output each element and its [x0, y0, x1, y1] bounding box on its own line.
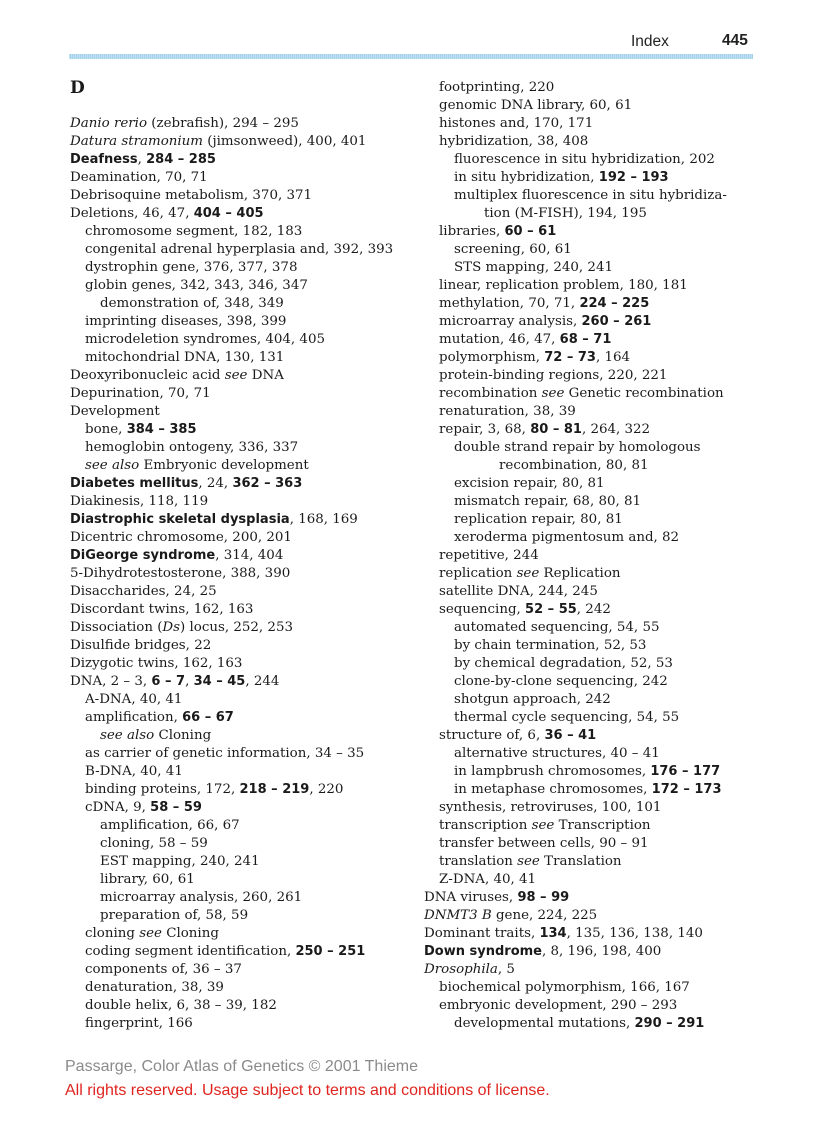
index-entry: [439, 115, 593, 133]
entry-text: Embryonic development: [139, 458, 309, 473]
entry-text: see: [517, 854, 540, 869]
entry-text: 284 – 285: [146, 152, 216, 167]
entry-text: 218 – 219: [239, 782, 310, 797]
footer-license: All rights reserved. Usage subject to terms and conditions of license.: [65, 1082, 550, 1099]
index-entry: [85, 925, 219, 943]
index-entry: [70, 385, 211, 403]
entry-text: double helix, 6, 38 – 39, 182: [85, 998, 277, 1013]
entry-text: translation: [439, 854, 518, 869]
index-entry: [100, 835, 208, 853]
index-entry: [454, 169, 669, 187]
entry-text: shotgun approach, 242: [454, 692, 611, 707]
entry-text: methylation, 70, 71,: [439, 296, 580, 311]
entry-text: satellite DNA, 244, 245: [439, 584, 598, 599]
entry-text: DNA, 2 – 3,: [70, 674, 152, 689]
entry-text: 224 – 225: [579, 296, 650, 311]
index-entry: [85, 799, 202, 817]
index-entry: [439, 583, 598, 601]
index-entry: [439, 295, 649, 313]
index-entry: [454, 151, 715, 169]
footer-copyright: Passarge, Color Atlas of Genetics © 2001 Thieme: [65, 1058, 419, 1075]
entry-text: STS mapping, 240, 241: [454, 260, 613, 275]
entry-text: see also: [100, 728, 155, 743]
entry-text: , 264, 322: [581, 422, 651, 437]
entry-text: Disulfide bridges, 22: [70, 638, 212, 653]
entry-text: Deletions, 46, 47,: [70, 206, 194, 221]
entry-text: Deafness: [70, 152, 138, 167]
entry-text: see also: [85, 458, 140, 473]
index-entry: [439, 313, 651, 331]
entry-text: repair, 3, 68,: [439, 422, 531, 437]
header-rule: [69, 54, 753, 59]
entry-text: (zebrafish), 294 – 295: [147, 116, 299, 131]
entry-text: Datura stramonium: [70, 134, 203, 149]
index-entry: [85, 313, 286, 331]
index-entry: [439, 79, 554, 97]
index-entry: [100, 295, 284, 313]
entry-text: mitochondrial DNA, 130, 131: [85, 350, 285, 365]
index-entry: [70, 367, 284, 385]
entry-text: see: [224, 368, 248, 383]
entry-text: binding proteins, 172,: [85, 782, 240, 797]
index-entry: [439, 817, 651, 835]
index-entry: [454, 781, 722, 799]
entry-text: Cloning: [154, 728, 212, 743]
running-head: Index: [631, 33, 669, 50]
entry-text: demonstration of, 348, 349: [100, 296, 284, 311]
page-header: [0, 30, 816, 60]
entry-text: DiGeorge syndrome: [70, 548, 216, 563]
entry-text: see: [541, 386, 565, 401]
entry-text: congenital adrenal hyperplasia and, 392, 393: [85, 242, 394, 257]
index-entry: [85, 457, 309, 475]
entry-text: 72 – 73: [544, 350, 596, 365]
index-entry: [70, 493, 208, 511]
entry-text: renaturation, 38, 39: [439, 404, 576, 419]
entry-text: imprinting diseases, 398, 399: [85, 314, 287, 329]
index-entry: [85, 421, 197, 439]
index-entry: [85, 943, 365, 961]
entry-text: ) locus, 252, 253: [180, 620, 293, 635]
index-entry: [85, 439, 298, 457]
entry-text: in situ hybridization,: [454, 170, 599, 185]
index-entry: [70, 403, 160, 421]
index-entry: [454, 511, 623, 529]
entry-text: Dizygotic twins, 162, 163: [70, 656, 243, 671]
entry-text: histones and, 170, 171: [439, 116, 594, 131]
index-entry: [70, 475, 302, 493]
index-entry: [439, 349, 630, 367]
entry-text: , 164: [595, 350, 631, 365]
index-entry: [100, 889, 302, 907]
index-entry: [70, 673, 279, 691]
entry-text: tion (M-FISH), 194, 195: [484, 206, 647, 221]
index-entry: [454, 709, 679, 727]
entry-text: , 244: [245, 674, 280, 689]
index-entry: [454, 241, 572, 259]
index-entry: [439, 223, 556, 241]
entry-text: see: [516, 566, 540, 581]
index-entry: [454, 619, 660, 637]
entry-text: cDNA, 9,: [85, 800, 151, 815]
entry-text: gene, 224, 225: [491, 908, 598, 923]
index-entry: [439, 565, 621, 583]
index-entry: [70, 547, 283, 565]
index-entry: [70, 187, 312, 205]
entry-text: 52 – 55: [525, 602, 577, 617]
entry-text: amplification,: [85, 710, 183, 725]
index-entry: [85, 961, 242, 979]
entry-text: Debrisoquine metabolism, 370, 371: [70, 188, 313, 203]
entry-text: microarray analysis, 260, 261: [100, 890, 303, 905]
entry-text: 66 – 67: [182, 710, 234, 725]
index-entry: [454, 673, 668, 691]
entry-text: Cloning: [161, 926, 219, 941]
entry-text: automated sequencing, 54, 55: [454, 620, 660, 635]
index-entry: [70, 529, 292, 547]
index-entry: [100, 871, 195, 889]
index-entry: [100, 907, 248, 925]
entry-text: EST mapping, 240, 241: [100, 854, 260, 869]
index-entry: [424, 907, 597, 925]
index-entry: [454, 439, 701, 457]
index-entry: [85, 709, 234, 727]
index-entry: [439, 421, 650, 439]
index-entry: [100, 853, 260, 871]
entry-text: thermal cycle sequencing, 54, 55: [454, 710, 680, 725]
entry-text: Transcription: [554, 818, 651, 833]
entry-text: by chemical degradation, 52, 53: [454, 656, 673, 671]
entry-text: genomic DNA library, 60, 61: [439, 98, 633, 113]
index-entry: [424, 925, 703, 943]
entry-text: DNA viruses,: [424, 890, 518, 905]
entry-text: coding segment identification,: [85, 944, 296, 959]
entry-text: Diakinesis, 118, 119: [70, 494, 209, 509]
entry-text: hemoglobin ontogeny, 336, 337: [85, 440, 299, 455]
entry-text: sequencing,: [439, 602, 526, 617]
entry-text: Dicentric chromosome, 200, 201: [70, 530, 292, 545]
entry-text: 260 – 261: [581, 314, 652, 329]
entry-text: Dissociation (: [70, 620, 163, 635]
entry-text: , 314, 404: [215, 548, 284, 563]
entry-text: Down syndrome: [424, 944, 542, 959]
entry-text: ,: [185, 674, 194, 689]
index-entry: [70, 511, 358, 529]
entry-text: 34 – 45: [193, 674, 246, 689]
index-entry: [85, 691, 182, 709]
entry-text: 176 – 177: [650, 764, 721, 779]
entry-text: by chain termination, 52, 53: [454, 638, 647, 653]
entry-text: 68 – 71: [559, 332, 612, 347]
entry-text: 290 – 291: [634, 1016, 705, 1031]
index-entry: [85, 259, 297, 277]
entry-text: linear, replication problem, 180, 181: [439, 278, 688, 293]
index-entry: [439, 331, 611, 349]
entry-text: A-DNA, 40, 41: [85, 692, 183, 707]
page-number: 445: [722, 32, 748, 49]
index-entry: [85, 241, 393, 259]
entry-text: Translation: [539, 854, 622, 869]
entry-text: DNA: [247, 368, 284, 383]
index-entry: [70, 115, 299, 133]
entry-text: 6 – 7: [151, 674, 186, 689]
entry-text: fluorescence in situ hybridization, 202: [454, 152, 715, 167]
entry-text: recombination: [439, 386, 542, 401]
entry-text: 80 – 81: [530, 422, 582, 437]
entry-text: Z-DNA, 40, 41: [439, 872, 537, 887]
index-entry: [70, 133, 366, 151]
index-entry: [439, 277, 688, 295]
entry-text: 250 – 251: [295, 944, 366, 959]
entry-text: preparation of, 58, 59: [100, 908, 249, 923]
entry-text: 58 – 59: [150, 800, 202, 815]
index-entry: [70, 601, 253, 619]
index-entry: [454, 475, 605, 493]
entry-text: 362 – 363: [232, 476, 303, 491]
entry-text: Deoxyribonucleic acid: [70, 368, 225, 383]
index-entry: [439, 727, 596, 745]
entry-text: Discordant twins, 162, 163: [70, 602, 254, 617]
index-entry: [439, 133, 588, 151]
index-entry: [454, 493, 641, 511]
entry-text: cloning, 58 – 59: [100, 836, 208, 851]
index-entry: [439, 601, 611, 619]
entry-text: in lampbrush chromosomes,: [454, 764, 651, 779]
index-entry: [439, 853, 622, 871]
entry-text: amplification, 66, 67: [100, 818, 240, 833]
index-entry: [484, 205, 647, 223]
entry-text: footprinting, 220: [439, 80, 555, 95]
index-entry: [70, 565, 290, 583]
entry-text: 5-Dihydrotestosterone, 388, 390: [70, 566, 291, 581]
entry-text: embryonic development, 290 – 293: [439, 998, 678, 1013]
index-entry: [85, 331, 325, 349]
index-entry: [439, 799, 661, 817]
index-entry: [85, 997, 277, 1015]
index-entry: [424, 943, 661, 961]
entry-text: chromosome segment, 182, 183: [85, 224, 303, 239]
index-entry: [454, 1015, 704, 1033]
entry-text: Dominant traits,: [424, 926, 540, 941]
entry-text: library, 60, 61: [100, 872, 195, 887]
entry-text: , 8, 196, 198, 400: [542, 944, 662, 959]
entry-text: , 242: [576, 602, 611, 617]
entry-text: alternative structures, 40 – 41: [454, 746, 660, 761]
entry-text: DNMT3 B: [424, 908, 492, 923]
entry-text: 98 – 99: [517, 890, 570, 905]
index-entry: [85, 349, 284, 367]
entry-text: see: [531, 818, 555, 833]
entry-text: 36 – 41: [544, 728, 597, 743]
index-entry: [439, 385, 724, 403]
entry-text: cloning: [85, 926, 140, 941]
index-entry: [439, 403, 576, 421]
index-entry: [70, 151, 216, 169]
entry-text: dystrophin gene, 376, 377, 378: [85, 260, 298, 275]
entry-text: Disaccharides, 24, 25: [70, 584, 217, 599]
index-entry: [85, 1015, 193, 1033]
entry-text: clone-by-clone sequencing, 242: [454, 674, 668, 689]
entry-text: , 220: [309, 782, 344, 797]
index-entry: [454, 763, 720, 781]
entry-text: repetitive, 244: [439, 548, 539, 563]
entry-text: 60 – 61: [504, 224, 557, 239]
entry-text: replication: [439, 566, 517, 581]
entry-text: biochemical polymorphism, 166, 167: [439, 980, 690, 995]
entry-text: mutation, 46, 47,: [439, 332, 560, 347]
index-entry: [70, 205, 264, 223]
entry-text: microarray analysis,: [439, 314, 582, 329]
index-entry: [454, 745, 660, 763]
index-entry: [439, 979, 690, 997]
entry-text: structure of, 6,: [439, 728, 545, 743]
entry-text: , 24,: [198, 476, 233, 491]
index-entry: [85, 745, 364, 763]
entry-text: as carrier of genetic information, 34 – 35: [85, 746, 365, 761]
index-entry: [439, 367, 667, 385]
index-entry: [439, 871, 536, 889]
entry-text: hybridization, 38, 408: [439, 134, 589, 149]
entry-text: components of, 36 – 37: [85, 962, 242, 977]
entry-text: Replication: [539, 566, 621, 581]
entry-text: xeroderma pigmentosum and, 82: [454, 530, 680, 545]
entry-text: ,: [137, 152, 147, 167]
index-entry: [70, 655, 242, 673]
index-entry: [85, 277, 308, 295]
entry-text: transfer between cells, 90 – 91: [439, 836, 649, 851]
entry-text: mismatch repair, 68, 80, 81: [454, 494, 642, 509]
entry-text: protein-binding regions, 220, 221: [439, 368, 668, 383]
section-letter: D: [70, 78, 85, 98]
index-entry: [70, 583, 217, 601]
index-entry: [439, 547, 539, 565]
index-entry: [454, 529, 679, 547]
entry-text: Development: [70, 404, 160, 419]
index-entry: [454, 187, 727, 205]
entry-text: Danio rerio: [70, 116, 148, 131]
index-entry: [85, 781, 343, 799]
entry-text: double strand repair by homologous: [454, 440, 701, 455]
index-entry: [70, 637, 211, 655]
entry-text: , 168, 169: [289, 512, 358, 527]
entry-text: 384 – 385: [126, 422, 197, 437]
entry-text: 134: [539, 926, 567, 941]
entry-text: , 135, 136, 138, 140: [566, 926, 703, 941]
entry-text: transcription: [439, 818, 532, 833]
entry-text: screening, 60, 61: [454, 242, 572, 257]
entry-text: recombination, 80, 81: [499, 458, 649, 473]
entry-text: , 5: [497, 962, 515, 977]
entry-text: bone,: [85, 422, 127, 437]
index-entry: [70, 169, 208, 187]
entry-text: see: [139, 926, 162, 941]
index-entry: [439, 97, 632, 115]
index-entry: [454, 637, 646, 655]
entry-text: fingerprint, 166: [85, 1016, 193, 1031]
index-entry: [454, 259, 613, 277]
index-entry: [100, 727, 211, 745]
entry-text: 192 – 193: [598, 170, 669, 185]
index-entry: [424, 889, 569, 907]
entry-text: B-DNA, 40, 41: [85, 764, 183, 779]
entry-text: Deamination, 70, 71: [70, 170, 208, 185]
index-entry: [85, 979, 224, 997]
entry-text: Diabetes mellitus: [70, 476, 199, 491]
index-entry: [439, 997, 677, 1015]
entry-text: Drosophila: [424, 962, 498, 977]
index-entry: [424, 961, 515, 979]
entry-text: replication repair, 80, 81: [454, 512, 623, 527]
index-entry: [85, 223, 302, 241]
entry-text: microdeletion syndromes, 404, 405: [85, 332, 325, 347]
entry-text: multiplex fluorescence in situ hybridiza-: [454, 188, 727, 203]
index-entry: [100, 817, 240, 835]
entry-text: Depurination, 70, 71: [70, 386, 211, 401]
entry-text: excision repair, 80, 81: [454, 476, 605, 491]
entry-text: Diastrophic skeletal dysplasia: [70, 512, 290, 527]
entry-text: globin genes, 342, 343, 346, 347: [85, 278, 308, 293]
index-entry: [454, 655, 673, 673]
entry-text: libraries,: [439, 224, 505, 239]
index-entry: [85, 763, 183, 781]
entry-text: polymorphism,: [439, 350, 545, 365]
index-entry: [499, 457, 649, 475]
entry-text: developmental mutations,: [454, 1016, 635, 1031]
entry-text: 404 – 405: [193, 206, 264, 221]
entry-text: 172 – 173: [651, 782, 722, 797]
entry-text: Ds: [162, 620, 181, 635]
index-entry: [454, 691, 611, 709]
entry-text: synthesis, retroviruses, 100, 101: [439, 800, 662, 815]
entry-text: in metaphase chromosomes,: [454, 782, 652, 797]
entry-text: denaturation, 38, 39: [85, 980, 224, 995]
index-entry: [70, 619, 293, 637]
index-entry: [439, 835, 649, 853]
entry-text: (jimsonweed), 400, 401: [203, 134, 367, 149]
entry-text: Genetic recombination: [564, 386, 724, 401]
